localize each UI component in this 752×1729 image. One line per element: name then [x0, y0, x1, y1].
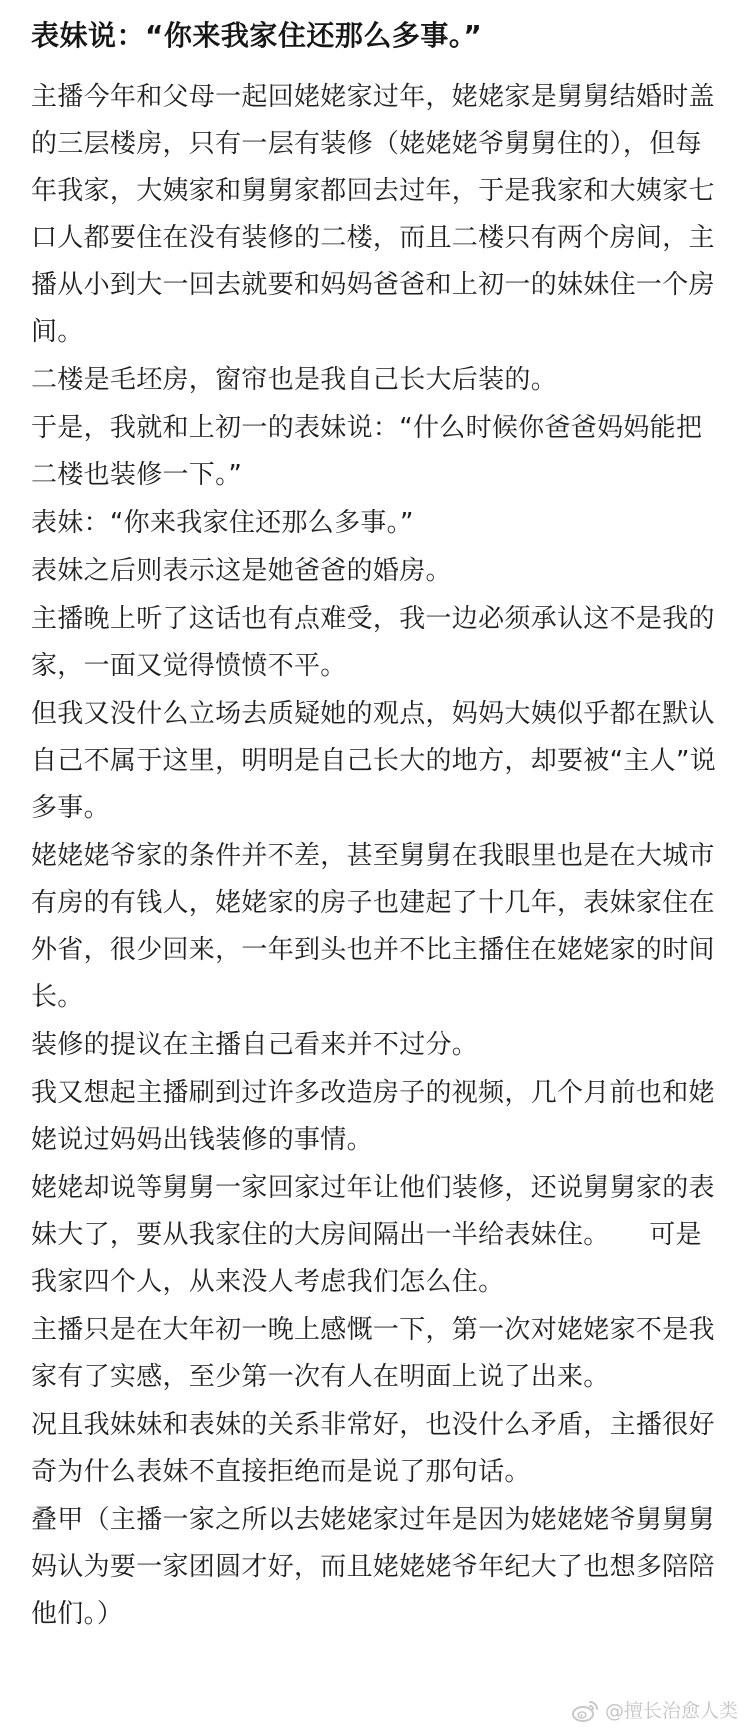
paragraph: 姥姥姥爷家的条件并不差，甚至舅舅在我眼里也是在大城市有房的有钱人，姥姥家的房子也建起了十几年，表妹家住在外省，很少回来，一年到头也并不比主播住在姥姥家的时间长。 [31, 841, 715, 1012]
paragraph: 装修的提议在主播自己看来并不过分。 [31, 1030, 479, 1060]
watermark [571, 1699, 738, 1723]
paragraph: 但我又没什么立场去质疑她的观点，妈妈大姨似乎都在默认自己不属于这里，明明是自己长大的地方，却要被“主人”说多事。 [31, 699, 717, 823]
post-title: 表妹说：“你来我家住还那么多事。” [31, 19, 483, 52]
paragraph: 我又想起主播刷到过许多改造房子的视频，几个月前也和姥姥说过妈妈出钱装修的事情。 [31, 1078, 715, 1155]
paragraph: 二楼是毛坯房，窗帘也是我自己长大后装的。 [31, 365, 558, 395]
paragraph: 表妹之后则表示这是她爸爸的婚房。 [31, 556, 452, 586]
paragraph: 主播今年和父母一起回姥姥家过年，姥姥家是舅舅结婚时盖的三层楼房，只有一层有装修（姥姥姥爷舅舅住的），但每年我家，大姨家和舅舅家都回去过年，于是我家和大姨家七口人都要住在没有装修的二楼，而且二楼只有两个房间，主播从小到大一回去就要和妈妈爸爸和上初一的妹妹住一个房间。 [31, 82, 715, 347]
weibo-logo-icon [571, 1699, 599, 1723]
paragraph: 表妹：“你来我家住还那么多事。” [31, 508, 414, 538]
paragraph: 叠甲（主播一家之所以去姥姥家过年是因为姥姥姥爷舅舅舅妈认为要一家团圆才好，而且姥姥姥爷年纪大了也想多陪陪他们。） [31, 1505, 715, 1629]
paragraph: 主播晚上听了这话也有点难受，我一边必须承认这不是我的家，一面又觉得愤愤不平。 [31, 604, 715, 681]
paragraph: 况且我妹妹和表妹的关系非常好，也没什么矛盾，主播很好奇为什么表妹不直接拒绝而是说了那句话。 [31, 1410, 715, 1487]
paragraph: 姥姥却说等舅舅一家回家过年让他们装修，还说舅舅家的表妹大了，要从我家住的大房间隔出一半给表妹住。 可是我家四个人，从来没人考虑我们怎么住。 [31, 1173, 715, 1297]
post-body [31, 74, 726, 1638]
paragraph: 于是，我就和上初一的表妹说：“什么时候你爸爸妈妈能把二楼也装修一下。” [31, 413, 703, 490]
paragraph: 主播只是在大年初一晚上感慨一下，第一次对姥姥家不是我家有了实感，至少第一次有人在明面上说了出来。 [31, 1315, 715, 1392]
watermark-text: @擅长治愈人类 [604, 1700, 738, 1722]
